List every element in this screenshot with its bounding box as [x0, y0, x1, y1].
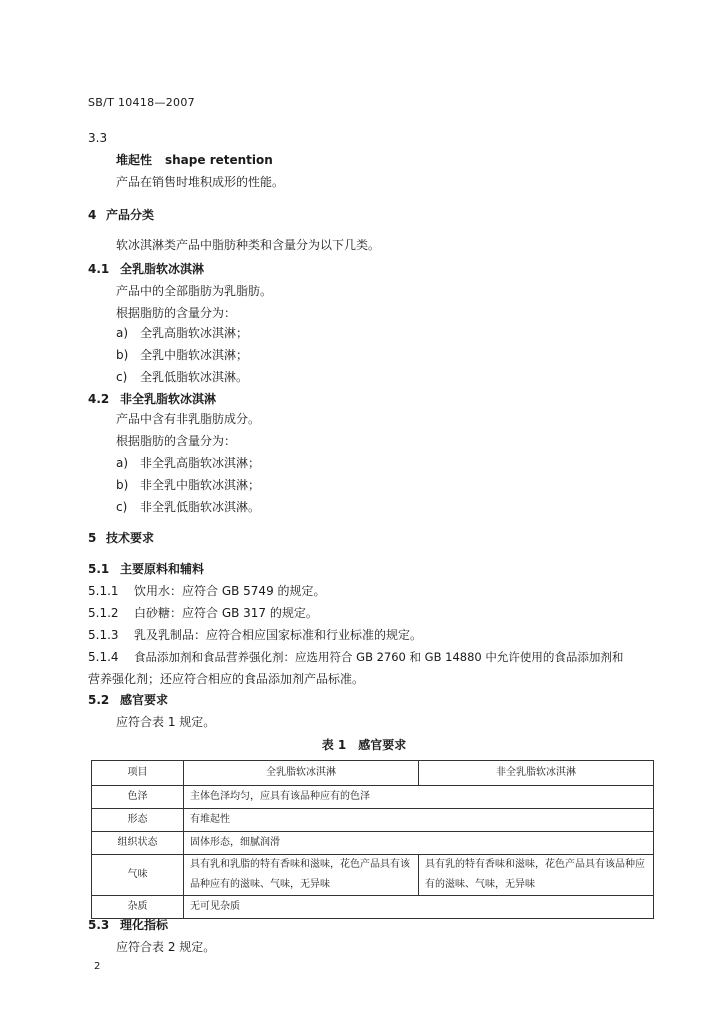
section-5-2-text: 应符合表 1 规定。: [116, 715, 216, 729]
section-3-3-number: 3.3: [88, 131, 108, 145]
section-4-title: 产品分类: [106, 208, 155, 222]
column-header-full-milk-fat: 全乳脂软冰淇淋: [184, 761, 419, 786]
section-5-title: 技术要求: [106, 531, 155, 545]
section-4-1-title: 全乳脂软冰淇淋: [120, 262, 205, 276]
row-value: 主体色泽均匀，应具有该品种应有的色泽: [184, 786, 654, 809]
column-header-item: 项目: [92, 761, 184, 786]
section-5-number: 5: [88, 531, 97, 545]
list-item-mark: a): [116, 456, 129, 470]
list-item: 非全乳中脂软冰淇淋；: [140, 478, 261, 492]
list-item: 全乳高脂软冰淇淋；: [140, 326, 249, 340]
row-item: 形态: [92, 809, 184, 832]
section-4-1-number: 4.1: [88, 262, 110, 276]
term-zh: 堆起性: [116, 153, 153, 167]
row-value: 固体形态，细腻润滑: [184, 832, 654, 855]
page-number: 2: [94, 961, 101, 972]
clause-number: 5.1.2: [88, 606, 119, 620]
standard-code: SB/T 10418—2007: [88, 96, 195, 109]
list-item: 全乳中脂软冰淇淋；: [140, 348, 249, 362]
paragraph-line: 根据脂肪的含量分为：: [116, 306, 237, 320]
clause-text: 乳及乳制品：应符合相应国家标准和行业标准的规定。: [134, 628, 423, 642]
list-item: 非全乳高脂软冰淇淋；: [140, 456, 261, 470]
table-row: [92, 832, 654, 855]
list-item-mark: b): [116, 478, 129, 492]
term-en: shape retention: [165, 153, 273, 167]
row-item: 气味: [92, 855, 184, 896]
table-row: [92, 855, 654, 896]
table-1-title: 表 1 感官要求: [321, 738, 407, 752]
row-value-non-full-milk-fat: 具有乳的特有香味和滋味，花色产品具有该品种应有的滋味、气味，无异味: [419, 855, 654, 896]
section-5-3-number: 5.3: [88, 918, 110, 932]
section-4-2-title: 非全乳脂软冰淇淋: [120, 392, 217, 406]
list-item: 全乳低脂软冰淇淋。: [140, 370, 249, 384]
section-4-2-number: 4.2: [88, 392, 110, 406]
term-definition: 产品在销售时堆积成形的性能。: [116, 175, 285, 189]
section-4-intro: 软冰淇淋类产品中脂肪种类和含量分为以下几类。: [116, 238, 381, 252]
paragraph-line: 根据脂肪的含量分为：: [116, 434, 237, 448]
table-header-row: [92, 761, 654, 786]
list-item-mark: c): [116, 370, 128, 384]
row-value-full-milk-fat: 具有乳和乳脂的特有香味和滋味，花色产品具有该品种应有的滋味、气味，无异味: [184, 855, 419, 896]
row-value: 有堆起性: [184, 809, 654, 832]
section-5-2-title: 感官要求: [120, 693, 169, 707]
section-5-1-title: 主要原料和辅料: [120, 562, 205, 576]
clause-text: 白砂糖：应符合 GB 317 的规定。: [134, 606, 318, 620]
paragraph-line: 产品中的全部脂肪为乳脂肪。: [116, 284, 273, 298]
clause-number: 5.1.3: [88, 628, 119, 642]
list-item: 非全乳低脂软冰淇淋。: [140, 500, 261, 514]
section-4-number: 4: [88, 208, 97, 222]
paragraph-line: 产品中含有非乳脂肪成分。: [116, 412, 261, 426]
clause-text: 饮用水：应符合 GB 5749 的规定。: [134, 584, 326, 598]
clause-text: 食品添加剂和食品营养强化剂：应选用符合 GB 2760 和 GB 14880 中允许使用的食品添加剂和: [134, 650, 624, 664]
column-header-non-full-milk-fat: 非全乳脂软冰淇淋: [419, 761, 654, 786]
row-item: 色泽: [92, 786, 184, 809]
section-5-3-text: 应符合表 2 规定。: [116, 940, 216, 954]
section-5-2-number: 5.2: [88, 693, 110, 707]
row-value: 无可见杂质: [184, 896, 654, 919]
list-item-mark: a): [116, 326, 129, 340]
clause-number: 5.1.1: [88, 584, 119, 598]
list-item-mark: b): [116, 348, 129, 362]
clause-text-continued: 营养强化剂；还应符合相应的食品添加剂产品标准。: [88, 672, 365, 686]
row-item: 杂质: [92, 896, 184, 919]
row-item: 组织状态: [92, 832, 184, 855]
table-row: [92, 786, 654, 809]
section-5-1-number: 5.1: [88, 562, 110, 576]
list-item-mark: c): [116, 500, 128, 514]
sensory-requirements-table: [91, 760, 654, 919]
table-row: [92, 896, 654, 919]
clause-number: 5.1.4: [88, 650, 119, 664]
table-row: [92, 809, 654, 832]
section-5-3-title: 理化指标: [120, 918, 169, 932]
